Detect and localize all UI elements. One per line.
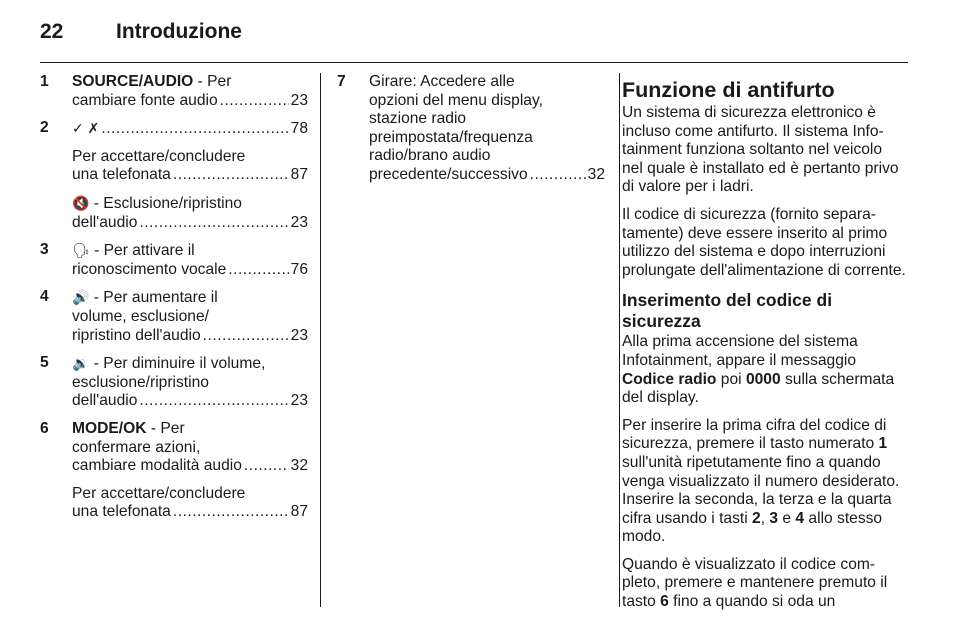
item-number: 6 — [40, 419, 49, 437]
leader-dots — [244, 457, 289, 476]
page-ref[interactable]: 32 — [290, 457, 308, 475]
item-text: confermare azioni, — [72, 438, 201, 456]
item-text: una telefonata — [72, 166, 171, 184]
leader-dots — [101, 120, 288, 139]
page-ref[interactable]: 23 — [290, 326, 308, 344]
left-column — [40, 73, 308, 531]
list-item-4 — [40, 288, 308, 345]
item-text: Girare: Accedere alle — [369, 73, 515, 90]
header-divider — [40, 62, 908, 63]
leader-dots — [203, 327, 289, 346]
item-text: dell'audio — [72, 213, 138, 231]
item-text: volume, esclusione/ — [72, 307, 209, 325]
item-text: cambiare fonte audio — [72, 91, 218, 109]
leader-dots — [220, 92, 289, 111]
item-text: dell'audio — [72, 392, 138, 410]
paragraph: Quando è visualizzato il codice completo, premere e mantenere premuto il tasto 6 fino a quando si oda un — [622, 555, 888, 611]
item-text: - Per — [193, 73, 232, 90]
item-text: esclusione/ripristino — [72, 373, 209, 391]
paragraph: Un sistema di sicurezza elettronico è incluso come antifurto. Il sistema Infotainment funziona soltanto nel veicolo nel quale è installato ed è pertanto privo di valore per i ladri. — [622, 104, 899, 196]
list-item-5 — [40, 354, 308, 411]
list-item-3 — [40, 241, 308, 279]
page-number: 22 — [40, 20, 64, 43]
leader-dots — [228, 261, 288, 280]
right-column — [622, 78, 907, 621]
leader-dots — [530, 166, 586, 185]
item-text: stazione radio — [369, 110, 467, 128]
item-text: - Per diminuire il volume, — [89, 355, 266, 373]
page-ref[interactable]: 76 — [290, 260, 308, 278]
page-ref[interactable]: 23 — [290, 91, 308, 109]
page-title: Introduzione — [116, 20, 242, 43]
volume-down-icon: 🔉 — [72, 355, 90, 372]
item-number: 1 — [40, 73, 49, 90]
item-text: radio/brano audio — [369, 147, 491, 165]
page-ref[interactable]: 78 — [290, 120, 308, 138]
source-audio-label: SOURCE/AUDIO — [72, 73, 194, 90]
subsection-heading: Inserimento del codice di sicurezza — [622, 290, 833, 332]
middle-column — [337, 73, 605, 194]
page-ref[interactable]: 23 — [290, 213, 308, 231]
item-text: - Per attivare il — [89, 242, 195, 260]
leader-dots — [173, 503, 289, 522]
item-text: preimpostata/frequenza — [369, 128, 533, 146]
column-divider-right — [619, 73, 620, 607]
item-text: - Per aumentare il — [89, 289, 218, 307]
item-text: Per accettare/concludere — [72, 484, 246, 502]
page-ref[interactable]: 87 — [290, 503, 308, 521]
item-number: 2 — [40, 119, 49, 137]
item-text: opzioni del menu display, — [369, 91, 543, 109]
item-text: cambiare modalità audio — [72, 457, 242, 475]
item-number: 7 — [337, 73, 346, 90]
page-ref[interactable]: 23 — [290, 392, 308, 410]
item-text: ripristino dell'audio — [72, 326, 201, 344]
paragraph: Il codice di sicurezza (fornito separatamente) deve essere inserito al primo utilizzo del sistema e dopo interruzioni prolungate dell'alimentazione di corrente. — [622, 205, 906, 279]
item-text: - Esclusione/ripristino — [89, 194, 242, 212]
item-text: - Per — [146, 419, 185, 437]
item-text: riconoscimento vocale — [72, 260, 227, 278]
item-text: una telefonata — [72, 503, 171, 521]
voice-recognition-icon: 🗣 — [72, 242, 90, 259]
item-text: precedente/successivo — [369, 165, 528, 183]
item-number: 3 — [40, 241, 49, 259]
section-heading: Funzione di antifurto — [622, 78, 835, 102]
leader-dots — [139, 392, 288, 411]
column-divider-left — [320, 73, 321, 607]
paragraph: Per inserire la prima cifra del codice di sicurezza, premere il tasto numerato 1 sull'unità ripetutamente fino a quando venga visualizzato il numero desiderato. Inserire la seconda, la terza e la quarta cifra usando i tasti 2, 3 e 4 allo stesso modo. — [622, 416, 900, 546]
volume-up-icon: 🔊 — [72, 289, 90, 306]
list-item-2 — [40, 119, 308, 232]
page-ref[interactable]: 87 — [290, 166, 308, 184]
item-number: 4 — [40, 288, 49, 306]
page-ref[interactable]: 32 — [587, 165, 605, 183]
item-number: 5 — [40, 354, 49, 372]
list-item-1 — [40, 73, 308, 110]
mute-icon: 🔇 — [72, 194, 90, 211]
phone-accept-reject-icon: ✓ ✗ — [72, 120, 100, 137]
item-text: Per accettare/concludere — [72, 147, 246, 165]
leader-dots — [173, 166, 289, 185]
mode-ok-label: MODE/OK — [72, 419, 147, 437]
leader-dots — [139, 214, 288, 233]
list-item-6 — [40, 420, 308, 522]
paragraph: Alla prima accensione del sistema Infotainment, appare il messaggio Codice radio poi 0000 sulla schermata del display. — [622, 333, 895, 407]
list-item-7 — [337, 73, 605, 185]
